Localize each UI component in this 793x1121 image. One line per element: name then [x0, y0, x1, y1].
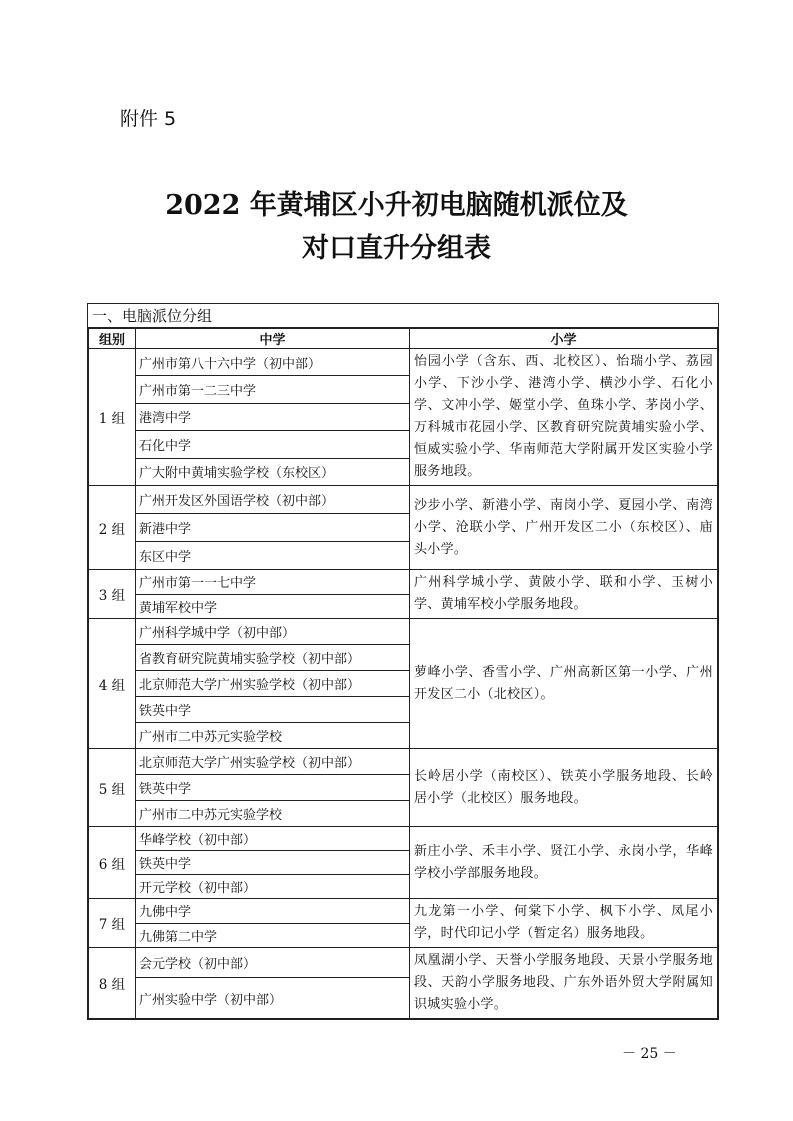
- middle-school-cell: 九佛第二中学: [136, 923, 410, 948]
- middle-school-cell: 广州市二中苏元实验学校: [136, 801, 410, 827]
- middle-school-cell: 铁英中学: [136, 851, 410, 875]
- primary-schools-cell: 凤凰湖小学、天誉小学服务地段、天景小学服务地段、天韵小学服务地段、广东外语外贸大学附属知识城实验小学。: [410, 948, 718, 1019]
- middle-school-cell: 东区中学: [136, 542, 410, 570]
- middle-school-cell: 广州科学城中学（初中部）: [136, 619, 410, 645]
- middle-school-cell: 省教育研究院黄埔实验学校（初中部）: [136, 645, 410, 671]
- middle-school-cell: 黄埔军校中学: [136, 594, 410, 619]
- primary-schools-cell: 广州科学城小学、黄陂小学、联和小学、玉树小学、黄埔军校小学服务地段。: [410, 570, 718, 619]
- middle-school-cell: 新港中学: [136, 514, 410, 542]
- middle-school-cell: 广州开发区外国语学校（初中部）: [136, 486, 410, 514]
- document-title-line-1: 2022 年黄埔区小升初电脑随机派位及: [165, 190, 628, 221]
- middle-school-cell: 华峰学校（初中部）: [136, 827, 410, 851]
- group-label: 1 组: [89, 349, 136, 486]
- group-label: 4 组: [89, 619, 136, 749]
- group-label: 5 组: [89, 749, 136, 827]
- attachment-label: 附件 5: [120, 108, 177, 130]
- middle-school-cell: 广州市第一一七中学: [136, 570, 410, 595]
- middle-school-cell: 会元学校（初中部）: [136, 948, 410, 978]
- grouping-table: [87, 303, 719, 1020]
- table-row: [89, 619, 718, 645]
- middle-school-cell: 广大附中黄埔实验学校（东校区）: [136, 458, 410, 485]
- middle-school-cell: 九佛中学: [136, 899, 410, 924]
- table-row: [89, 899, 718, 924]
- middle-school-cell: 石化中学: [136, 431, 410, 458]
- group-label: 2 组: [89, 486, 136, 570]
- page-number: － 25 －: [622, 1046, 677, 1062]
- grouping-grid: [88, 328, 718, 1019]
- table-row: [89, 486, 718, 514]
- primary-schools-cell: 九龙第一小学、何棠下小学、枫下小学、凤尾小学，时代印记小学（暂定名）服务地段。: [410, 899, 718, 948]
- middle-school-cell: 铁英中学: [136, 775, 410, 801]
- column-header-primary-school: 小学: [410, 329, 718, 349]
- group-label: 6 组: [89, 827, 136, 899]
- group-label: 8 组: [89, 948, 136, 1019]
- middle-school-cell: 广州市第八十六中学（初中部）: [136, 349, 410, 376]
- document-title-line-2: 对口直升分组表: [302, 233, 491, 264]
- section-heading: 一、电脑派位分组: [88, 304, 718, 328]
- table-header-row: [89, 329, 718, 349]
- middle-school-cell: 北京师范大学广州实验学校（初中部）: [136, 671, 410, 697]
- primary-schools-cell: 怡园小学（含东、西、北校区）、怡瑞小学、荔园小学、下沙小学、港湾小学、横沙小学、石化小学、文冲小学、姬堂小学、鱼珠小学、茅岗小学、万科城市花园小学、区教育研究院黄埔实验小学、恒威实验小学、华南师范大学附属开发区实验小学服务地段。: [410, 349, 718, 486]
- table-row: [89, 948, 718, 978]
- middle-school-cell: 港湾中学: [136, 403, 410, 430]
- group-label: 7 组: [89, 899, 136, 948]
- middle-school-cell: 广州市二中苏元实验学校: [136, 723, 410, 749]
- middle-school-cell: 开元学校（初中部）: [136, 875, 410, 899]
- middle-school-cell: 铁英中学: [136, 697, 410, 723]
- primary-schools-cell: 长岭居小学（南校区）、铁英小学服务地段、长岭居小学（北校区）服务地段。: [410, 749, 718, 827]
- primary-schools-cell: 沙步小学、新港小学、南岗小学、夏园小学、南湾小学、沧联小学、广州开发区二小（东校区）、庙头小学。: [410, 486, 718, 570]
- column-header-middle-school: 中学: [136, 329, 410, 349]
- middle-school-cell: 广州实验中学（初中部）: [136, 978, 410, 1019]
- middle-school-cell: 广州市第一二三中学: [136, 376, 410, 403]
- column-header-group: 组别: [89, 329, 136, 349]
- primary-schools-cell: 新庄小学、禾丰小学、贤江小学、永岗小学，华峰学校小学部服务地段。: [410, 827, 718, 899]
- group-label: 3 组: [89, 570, 136, 619]
- table-row: [89, 349, 718, 376]
- table-row: [89, 749, 718, 775]
- table-row: [89, 570, 718, 595]
- primary-schools-cell: 萝峰小学、香雪小学、广州高新区第一小学、广州开发区二小（北校区）。: [410, 619, 718, 749]
- table-row: [89, 827, 718, 851]
- middle-school-cell: 北京师范大学广州实验学校（初中部）: [136, 749, 410, 775]
